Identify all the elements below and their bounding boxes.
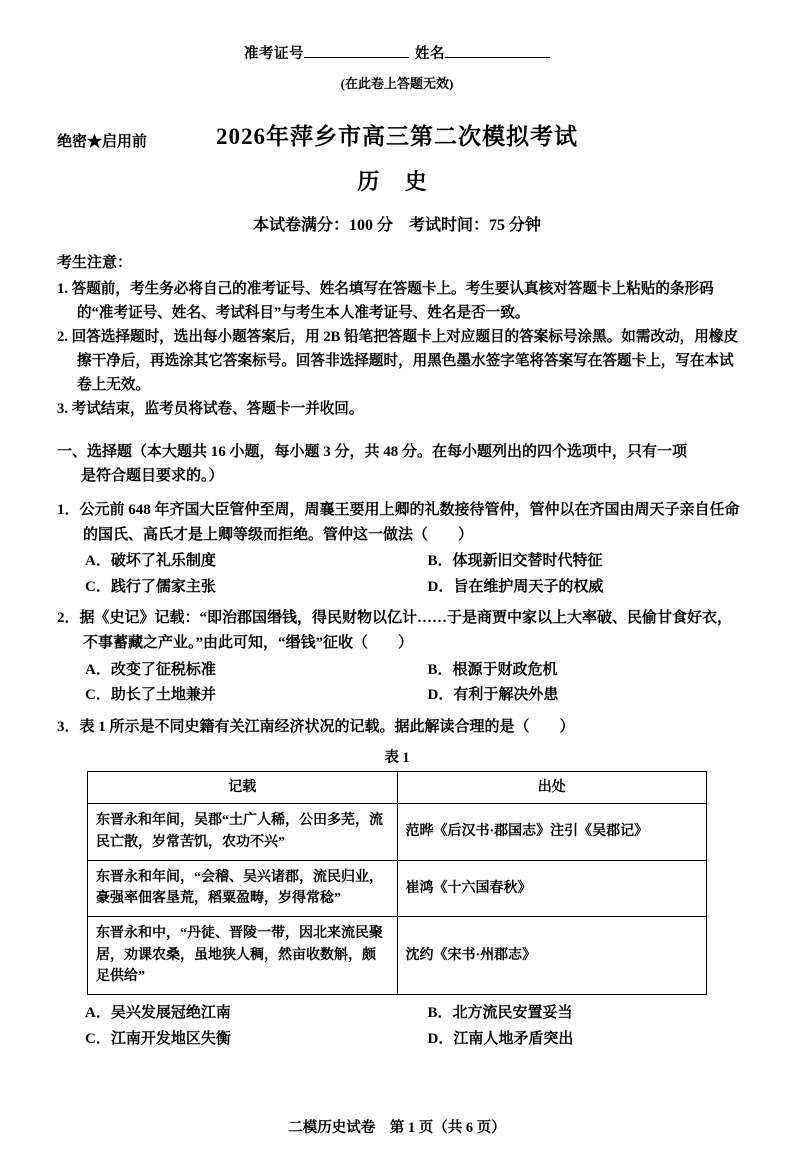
notice-item: 1. 答题前，考生务必将自己的准考证号、姓名填写在答题卡上。考生要认真核对答题卡上粘贴的条形码的“准考证号、姓名、考试科目”与考生本人准考证号、姓名是否一致。 (57, 281, 714, 321)
question-3-number: 3． (57, 718, 80, 735)
question-1-number: 1． (57, 501, 80, 518)
exam-paper-page (0, 42, 794, 1165)
question-1-text: 公元前 648 年齐国大臣管仲至周，周襄王要用上卿的礼数接待管仲，管仲以在齐国由周天子亲自任命的国氏、高氏才是上卿等级而拒绝。管仲这一做法（ ） (79, 501, 740, 543)
question-1-option-b[interactable]: B．体现新旧交替时代特征 (427, 553, 603, 570)
secret-label: 绝密★启用前 (57, 134, 148, 150)
name-blank[interactable] (445, 57, 550, 58)
table-header-row (88, 771, 707, 804)
question-3-text: 表 1 所示是不同史籍有关江南经济状况的记载。据此解读合理的是（ ） (79, 718, 575, 735)
question-3-option-c[interactable]: C．江南开发地区失衡 (85, 1030, 231, 1047)
table-header-record: 记载 (88, 771, 398, 804)
table-cell-source: 范晔《后汉书·郡国志》注引《吴郡记》 (397, 804, 707, 860)
question-1 (57, 498, 742, 548)
table-row (88, 804, 707, 860)
question-2-option-c[interactable]: C．助长了土地兼并 (85, 687, 216, 704)
section-one-line1: 一、选择题（本大题共 16 小题，每小题 3 分，共 48 分。在每小题列出的四个选项中，只有一项 (57, 443, 688, 460)
table-header-source: 出处 (397, 771, 707, 804)
notice-title: 考生注意： (57, 255, 133, 271)
question-2-options-row-1 (57, 658, 742, 684)
question-2-option-a[interactable]: A．改变了征税标准 (85, 661, 216, 678)
question-2-option-d[interactable]: D．有利于解决外患 (427, 687, 559, 704)
page-footer: 二模历史试卷 第 1 页（共 6 页） (288, 1120, 506, 1136)
invalid-answer-note: (在此卷上答题无效) (340, 76, 454, 91)
question-2 (57, 606, 742, 656)
exam-number-blank[interactable] (304, 57, 409, 58)
question-2-text: 据《史记》记载：“即治郡国缗钱，得民财物以亿计……于是商贾中家以上大率破、民偷甘食好衣，不事蓄藏之产业。”由此可知，“缗钱”征收（ ） (79, 610, 733, 652)
notice-list (0, 278, 794, 422)
page-title: 2026年萍乡市高三第二次模拟考试 (216, 124, 578, 149)
question-1-option-a[interactable]: A．破坏了礼乐制度 (85, 553, 216, 570)
table-row (88, 860, 707, 916)
question-3-options-row-2 (57, 1027, 742, 1053)
table-1-caption: 表 1 (384, 749, 410, 766)
question-3-option-b[interactable]: B．北方流民安置妥当 (427, 1005, 573, 1022)
question-1-options-row-2 (57, 575, 742, 601)
table-cell-record: 东晋永和年间，“会稽、吴兴诸郡，流民归业，豪强率佃客垦荒，稻粟盈畴，岁得常稔” (88, 860, 398, 916)
table-cell-record: 东晋永和年间，吴郡“土广人稀，公田多芜，流民亡散，岁常苦饥，农功不兴” (88, 804, 398, 860)
question-3-option-d[interactable]: D．江南人地矛盾突出 (427, 1030, 574, 1047)
question-2-options-row-2 (57, 683, 742, 709)
table-row (88, 917, 707, 995)
table-cell-source: 沈约《宋书·州郡志》 (397, 917, 707, 995)
subject-title: 历 史 (357, 169, 437, 194)
score-time-line: 本试卷满分：100 分 考试时间：75 分钟 (252, 217, 541, 234)
question-3-option-a[interactable]: A．吴兴发展冠绝江南 (85, 1005, 231, 1022)
section-one-line2: 是符合题目要求的。） (81, 467, 224, 484)
candidate-info-line (0, 42, 794, 63)
question-3 (57, 715, 742, 740)
section-one-heading (57, 440, 742, 488)
question-list (0, 498, 794, 1052)
table-cell-record: 东晋永和中，“丹徒、晋陵一带，因北来流民聚居，劝课农桑，虽地狭人稠，然亩收数斛，颇足供给” (88, 917, 398, 995)
table-1 (87, 771, 707, 996)
question-2-option-b[interactable]: B．根源于财政危机 (427, 661, 558, 678)
question-1-options-row-1 (57, 549, 742, 575)
question-3-options-row-1 (57, 1001, 742, 1027)
name-label: 姓名 (415, 46, 445, 62)
notice-item: 2. 回答选择题时，选出每小题答案后，用 2B 铅笔把答题卡上对应题目的答案标号涂黑。如需改动，用橡皮擦干净后，再选涂其它答案标号。回答非选择题时，用黑色墨水签字笔将答案写在答题卡上，写在本试卷上无效。 (57, 329, 739, 393)
question-1-option-d[interactable]: D．旨在维护周天子的权威 (427, 578, 604, 595)
question-2-number: 2． (57, 610, 80, 627)
exam-number-label: 准考证号 (244, 46, 304, 62)
table-cell-source: 崔鸿《十六国春秋》 (397, 860, 707, 916)
question-1-option-c[interactable]: C．践行了儒家主张 (85, 578, 216, 595)
notice-item: 3. 考试结束，监考员将试卷、答题卡一并收回。 (57, 401, 364, 418)
